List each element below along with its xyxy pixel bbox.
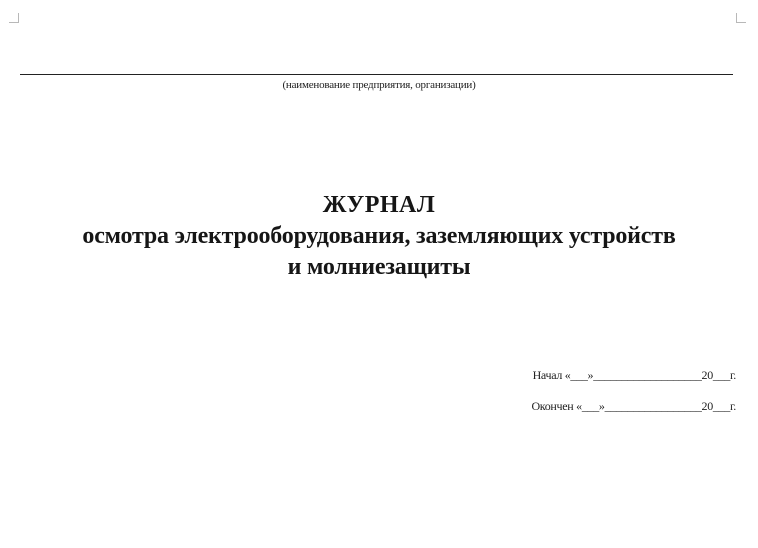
- start-date-line: Начал «___»___________________20___г.: [532, 368, 736, 382]
- organization-name-line: [20, 74, 733, 75]
- end-date-line: Окончен «___»_________________20___г.: [531, 399, 736, 413]
- organization-caption: (наименование предприятия, организации): [282, 79, 476, 91]
- journal-title: [0, 190, 758, 283]
- title-line-2: и молниезащиты: [287, 254, 471, 280]
- page-corner-mark-top-left: [9, 13, 19, 23]
- page-corner-mark-top-right: [736, 13, 746, 23]
- title-main: ЖУРНАЛ: [322, 192, 436, 218]
- title-line-1: осмотра электрооборудования, заземляющих устройств: [82, 223, 676, 249]
